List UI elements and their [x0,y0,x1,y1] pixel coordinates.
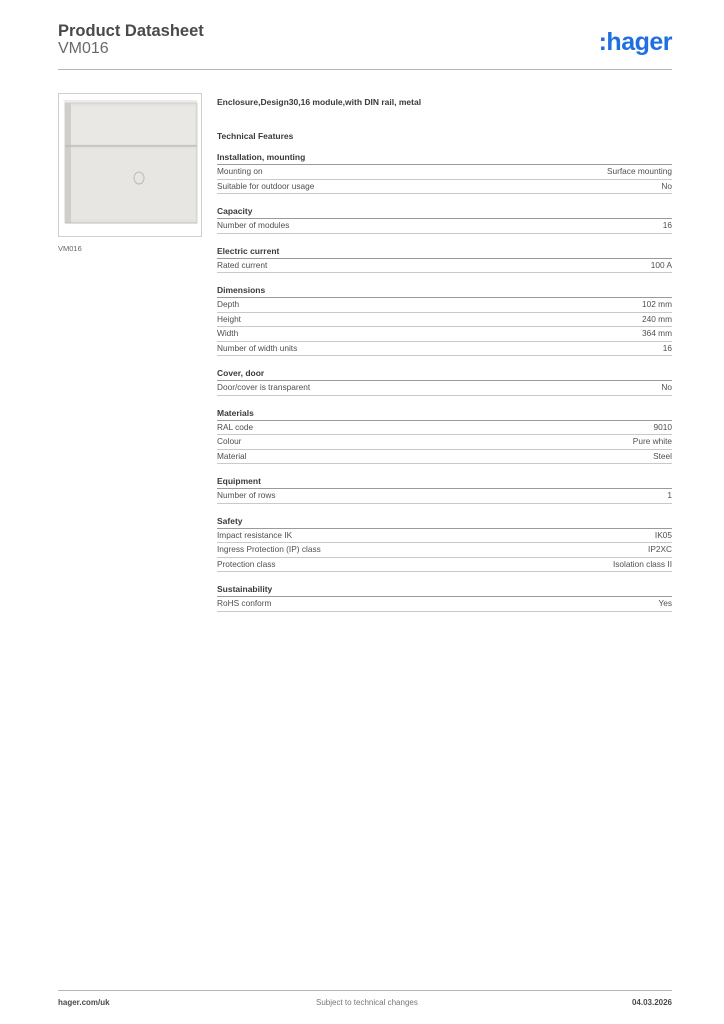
section-title: Capacity [217,205,672,219]
feature-label: Rated current [217,259,268,270]
section-title: Electric current [217,245,672,259]
feature-label: Width [217,328,239,338]
feature-label: Impact resistance IK [217,529,293,540]
feature-label: Protection class [217,558,276,569]
product-image [58,93,202,237]
feature-value: 9010 [653,421,672,432]
feature-value: 1 [667,490,672,500]
footer-divider [58,990,672,991]
feature-row [217,543,672,558]
feature-section [217,367,672,396]
feature-label: Door/cover is transparent [217,382,311,392]
feature-value: 240 mm [642,313,672,324]
footer-notice: Subject to technical changes [316,998,418,1007]
product-code: VM016 [58,40,109,57]
feature-label: Depth [217,299,240,309]
feature-value: Isolation class II [612,558,672,569]
feature-label: Number of rows [217,490,276,500]
feature-row [217,558,672,573]
feature-value: IP2XC [648,544,672,554]
datasheet-content [217,95,672,612]
feature-section [217,205,672,234]
footer-date: 04.03.2026 [631,998,672,1007]
feature-row [217,435,672,450]
feature-value: 102 mm [642,299,672,309]
feature-label: RAL code [217,421,254,432]
feature-sections [217,151,672,612]
section-title: Equipment [217,475,672,489]
feature-section [217,515,672,573]
footer-website[interactable]: hager.com/uk [58,998,110,1007]
section-title: Cover, door [217,367,672,381]
feature-row [217,381,672,396]
section-title: Sustainability [217,583,672,597]
enclosure-illustration [59,94,201,236]
feature-row [217,327,672,342]
hager-logo[interactable]: :hager [598,28,672,56]
feature-label: Mounting on [217,166,263,176]
section-title: Materials [217,407,672,421]
feature-row [217,313,672,328]
page-title: Product Datasheet [58,22,204,40]
feature-label: Number of modules [217,220,290,230]
section-title: Dimensions [217,284,672,298]
feature-section [217,583,672,612]
feature-value: Surface mounting [606,166,672,176]
feature-value: 100 A [650,259,672,270]
feature-label: Ingress Protection (IP) class [217,544,321,554]
feature-value: Yes [658,598,672,608]
feature-value: 16 [662,220,672,230]
header-divider [58,69,672,70]
feature-value: No [661,180,672,191]
feature-row [217,489,672,504]
section-title: Safety [217,515,672,529]
feature-section [217,151,672,194]
feature-value: 364 mm [642,328,672,338]
feature-section [217,284,672,356]
feature-value: IK05 [654,529,672,540]
feature-row [217,342,672,357]
feature-row [217,259,672,274]
feature-section [217,475,672,504]
feature-row [217,529,672,544]
image-caption: VM016 [58,244,82,253]
feature-value: Steel [653,450,672,461]
feature-value: No [661,382,672,392]
feature-row [217,450,672,465]
feature-label: Height [217,313,241,324]
technical-features-title: Technical Features [217,131,294,141]
product-name: Enclosure,Design30,16 module,with DIN rail, metal [217,97,422,107]
feature-label: Colour [217,436,242,446]
feature-row [217,219,672,234]
feature-label: Material [217,450,247,461]
feature-row [217,421,672,436]
feature-value: Pure white [632,436,672,446]
feature-row [217,597,672,612]
feature-row [217,180,672,195]
feature-section [217,407,672,465]
feature-section [217,245,672,274]
feature-label: Suitable for outdoor usage [217,180,315,191]
feature-row [217,165,672,180]
feature-label: RoHS conform [217,598,272,608]
feature-label: Number of width units [217,342,298,353]
section-title: Installation, mounting [217,151,672,165]
feature-value: 16 [662,342,672,353]
feature-row [217,298,672,313]
